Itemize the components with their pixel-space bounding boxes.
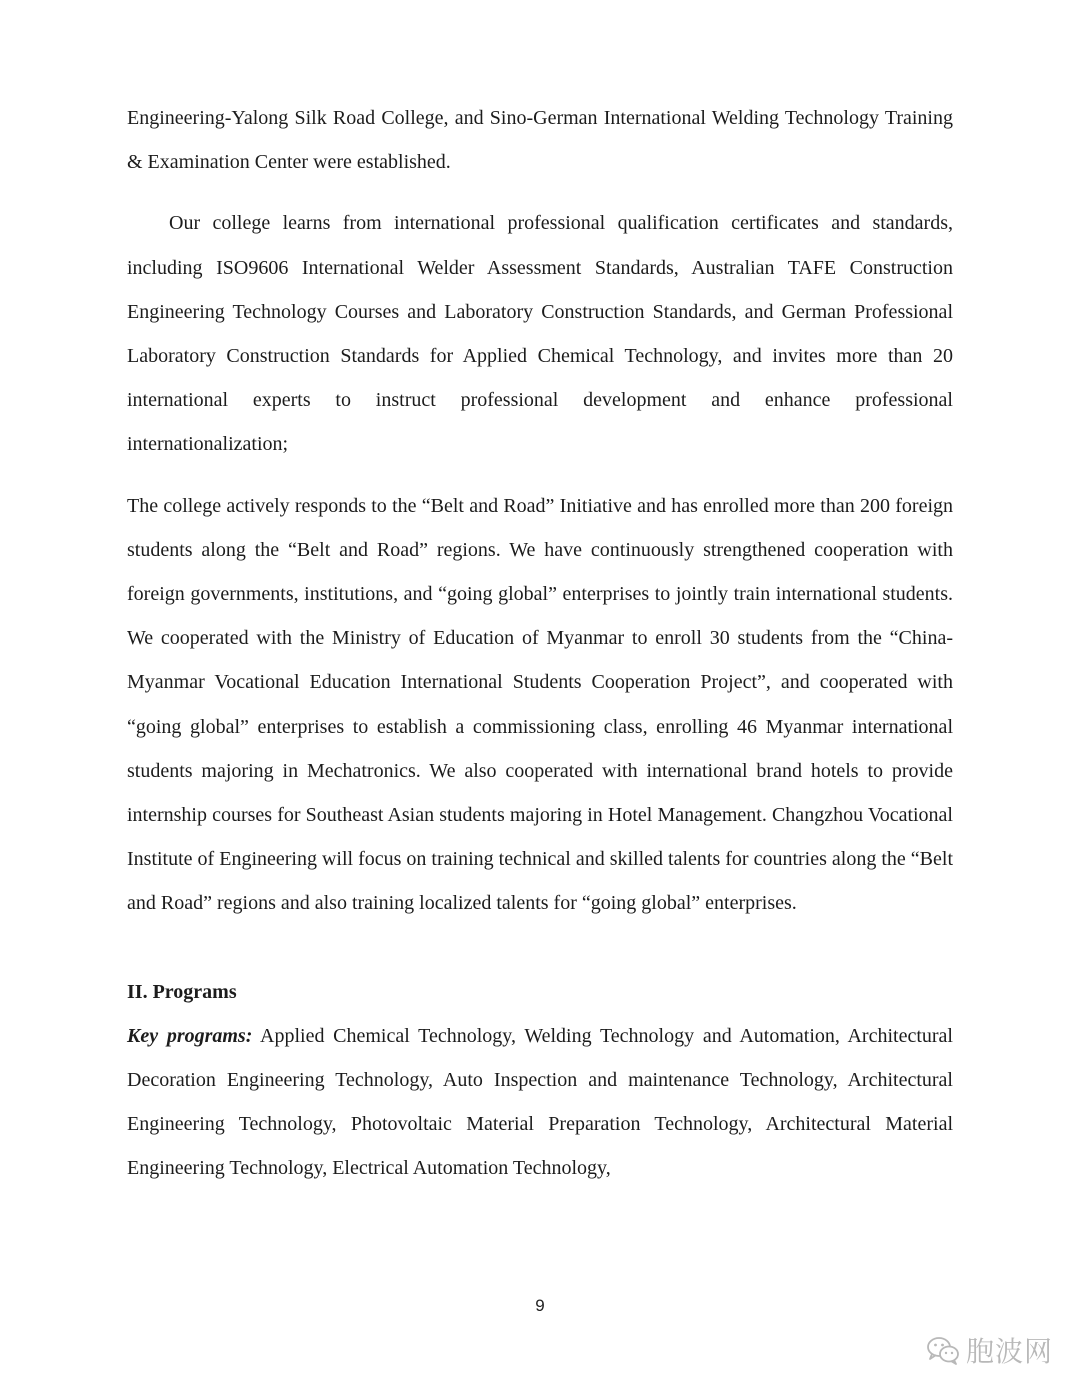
key-programs-label: Key programs: — [127, 1024, 253, 1047]
paragraph-belt-and-road: The college actively responds to the “Belt and Road” Initiative and has enrolled more than 200 foreign students along the “Belt and Road” regions. We have continuously strengthened cooperation with foreign governments, institutions, and “going global” enterprises to jointly train international students. We cooperated with the Ministry of Education of Myanmar to enroll 30 students from the “China-Myanmar Vocational Education International Students Cooperation Project”, and cooperated with “going global” enterprises to establish a commissioning class, enrolling 46 Myanmar international students majoring in Mechatronics. We also cooperated with international brand hotels to provide internship courses for Southeast Asian students majoring in Hotel Management. Changzhou Vocational Institute of Engineering will focus on training technical and skilled talents for countries along the “Belt and Road” regions and also training localized talents for “going global” enterprises. — [127, 494, 953, 915]
paragraph-international-standards: Our college learns from international professional qualification certificates and standards, including ISO9606 International Welder Assessment Standards, Australian TAFE Construction Engineering Technology Courses and Laboratory Construction Standards, and German Professional Laboratory Construction Standards for Applied Chemical Technology, and invites more than 20 international experts to instruct professional development and enhance professional internationalization; — [127, 212, 953, 456]
page-number: 9 — [535, 1296, 545, 1315]
watermark-text: 胞波网 — [966, 1335, 1054, 1368]
document-body — [127, 96, 953, 1191]
watermark — [926, 1330, 1053, 1370]
paragraph-key-programs — [127, 1014, 953, 1191]
paragraph-continuation: Engineering-Yalong Silk Road College, and Sino-German International Welding Technology Training & Examination Center were established. — [127, 107, 953, 174]
wechat-icon — [926, 1335, 960, 1365]
section-heading-programs: II. Programs — [127, 980, 237, 1003]
key-programs-text: Applied Chemical Technology, Welding Technology and Automation, Architectural Decoration Engineering Technology, Auto Inspection and maintenance Technology, Architectural Engineering Technology, Photovoltaic Material Preparation Technology, Architectural Material Engineering Technology, Electrical Automation Technology, — [127, 1024, 953, 1180]
